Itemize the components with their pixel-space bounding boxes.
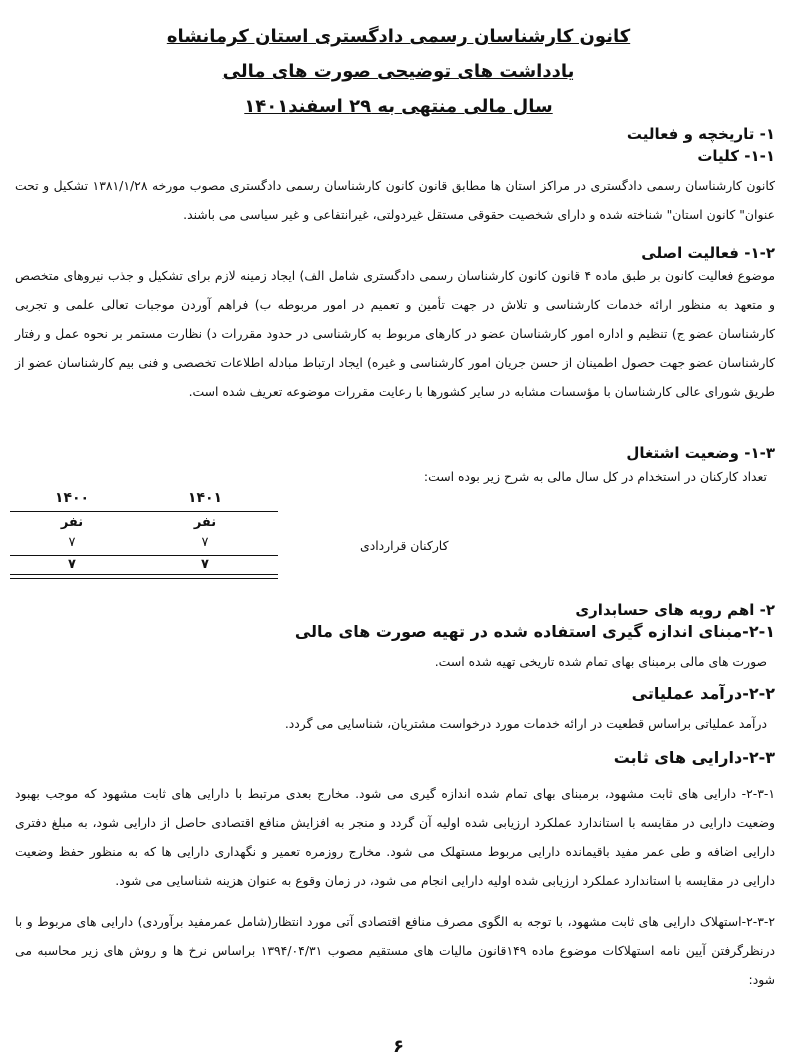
section-1-2-paragraph: موضوع فعالیت کانون بر طبق ماده ۴ قانون کانون کارشناسان رسمی دادگستری شامل الف) ایجاد زمینه لازم برای تشکیل و جذب نیروهای متخصص و متعهد به منظور ارائه خدمات کارشناسی و تلاش در جهت تأمین و تعمیم در امور مربوطه ب) فراهم آوردن موجبات تعالی علمی و تجربی کارشناسان عضو ج) تنظیم و اداره امور کارشناسان عضو در کارهای مربوط به کارشناسی در حدود مقررات د) نظارت مستمر بر نحوه عمل و رفتار کارشناسان عضو جهت حصول اطمینان از حسن جریان امور کارشناسی و غیره) ایجاد ارتباط مبادله اطلاعات تخصصی و فنی بیم کارشناسان عضو از طریق شورای عالی کارشناسان با مؤسسات مشابه در سایر کشورها با رعایت مقررات موضوعه تعریف شده است. [15, 268, 775, 399]
total-1401: ۷ [201, 557, 209, 572]
table-total-double-rule [10, 574, 278, 579]
table-subtotal-rule [10, 555, 278, 556]
section-2-heading: ۲- اهم رویه های حسابداری [575, 601, 775, 619]
table-header-rule [10, 511, 278, 512]
total-1400: ۷ [68, 557, 76, 572]
section-2-3-2-paragraph: ۲-۳-۲-استهلاک دارایی های ثابت مشهود، با توجه به الگوی مصرف منافع اقتصادی آتی مورد انتظار(شامل عمرمفید برآوردی) دارایی های مربوط و با درنظرگرفتن آیین نامه استهلاکات موضوع ماده ۱۴۹قانون مالیات های مستقیم مصوب ۱۳۹۴/۰۴/۳۱ براساس نرخ ها و روش های زیر محاسبه می شود: [15, 914, 775, 987]
contract-staff-label: کارکنان قراردادی [360, 538, 449, 553]
section-1-3-paragraph: تعداد کارکنان در استخدام در کل سال مالی به شرح زیر بوده است: [423, 469, 767, 484]
page-number: ۶ [393, 1036, 404, 1057]
document-subtitle: یادداشت های توضیحی صورت های مالی [222, 61, 575, 82]
document-title: کانون کارشناسان رسمی دادگستری استان کرمانشاه [166, 26, 631, 47]
section-2-2-heading: ۲-۲-درآمد عملیاتی [631, 684, 775, 703]
fiscal-year-title: سال مالی منتهی به ۲۹ اسفند۱۴۰۱ [244, 96, 553, 117]
section-1-1-paragraph: کانون کارشناسان رسمی دادگستری در مراکز استان ها مطابق قانون کانون کارشناسان رسمی دادگستری مصوب مورخه ۱۳۸۱/۱/۲۸ تشکیل و تحت عنوان" کانون استان" شناخته شده و دارای شخصیت حقوقی مستقل غیردولتی، غیرانتفاعی و غیر سیاسی می باشند. [15, 178, 775, 222]
section-1-3-heading: ۱-۳- وضعیت اشتغال [626, 444, 775, 462]
section-2-1-heading: ۲-۱-مبنای اندازه گیری استفاده شده در تهیه صورت های مالی [294, 622, 775, 641]
section-1-1-heading: ۱-۱- کلیات [697, 147, 775, 165]
contract-staff-1401: ۷ [201, 535, 209, 550]
column-header-1400: ۱۴۰۰ [54, 490, 90, 506]
section-2-3-1-paragraph: ۲-۳-۱- دارایی های ثابت مشهود، برمبنای بهای تمام شده اندازه گیری می شود. مخارج بعدی مرتبط با دارایی های ثابت مشهود که موجب بهبود وضعیت دارایی در مقایسه با استاندارد عملکرد ارزیابی شده اولیه آن گردد و منجر به افزایش منافع اقتصادی حاصل از دارایی شود، به مبلغ دفتری دارایی اضافه و طی عمر مفید باقیمانده دارایی مربوط مستهلک می شود. مخارج روزمره تعمیر و نگهداری دارایی ها که به منظور حفظ وضعیت دارایی در مقایسه با استاندارد عملکرد ارزیابی شده اولیه دارایی انجام می شود، در زمان وقوع به عنوان هزینه شناسایی می شود. [15, 786, 775, 888]
section-1-2-heading: ۱-۲- فعالیت اصلی [641, 244, 775, 262]
unit-label-1400: نفر [60, 515, 84, 530]
contract-staff-1400: ۷ [68, 535, 76, 550]
unit-label-1401: نفر [193, 515, 217, 530]
section-2-2-paragraph: درآمد عملیاتی براساس قطعیت در ارائه خدمات مورد درخواست مشتریان، شناسایی می گردد. [284, 716, 767, 731]
section-2-3-heading: ۲-۳-دارایی های ثابت [613, 748, 775, 767]
section-1-heading: ۱- تاریخچه و فعالیت [626, 125, 775, 143]
column-header-1401: ۱۴۰۱ [187, 490, 223, 506]
section-2-1-paragraph: صورت های مالی برمبنای بهای تمام شده تاریخی تهیه شده است. [434, 654, 767, 669]
